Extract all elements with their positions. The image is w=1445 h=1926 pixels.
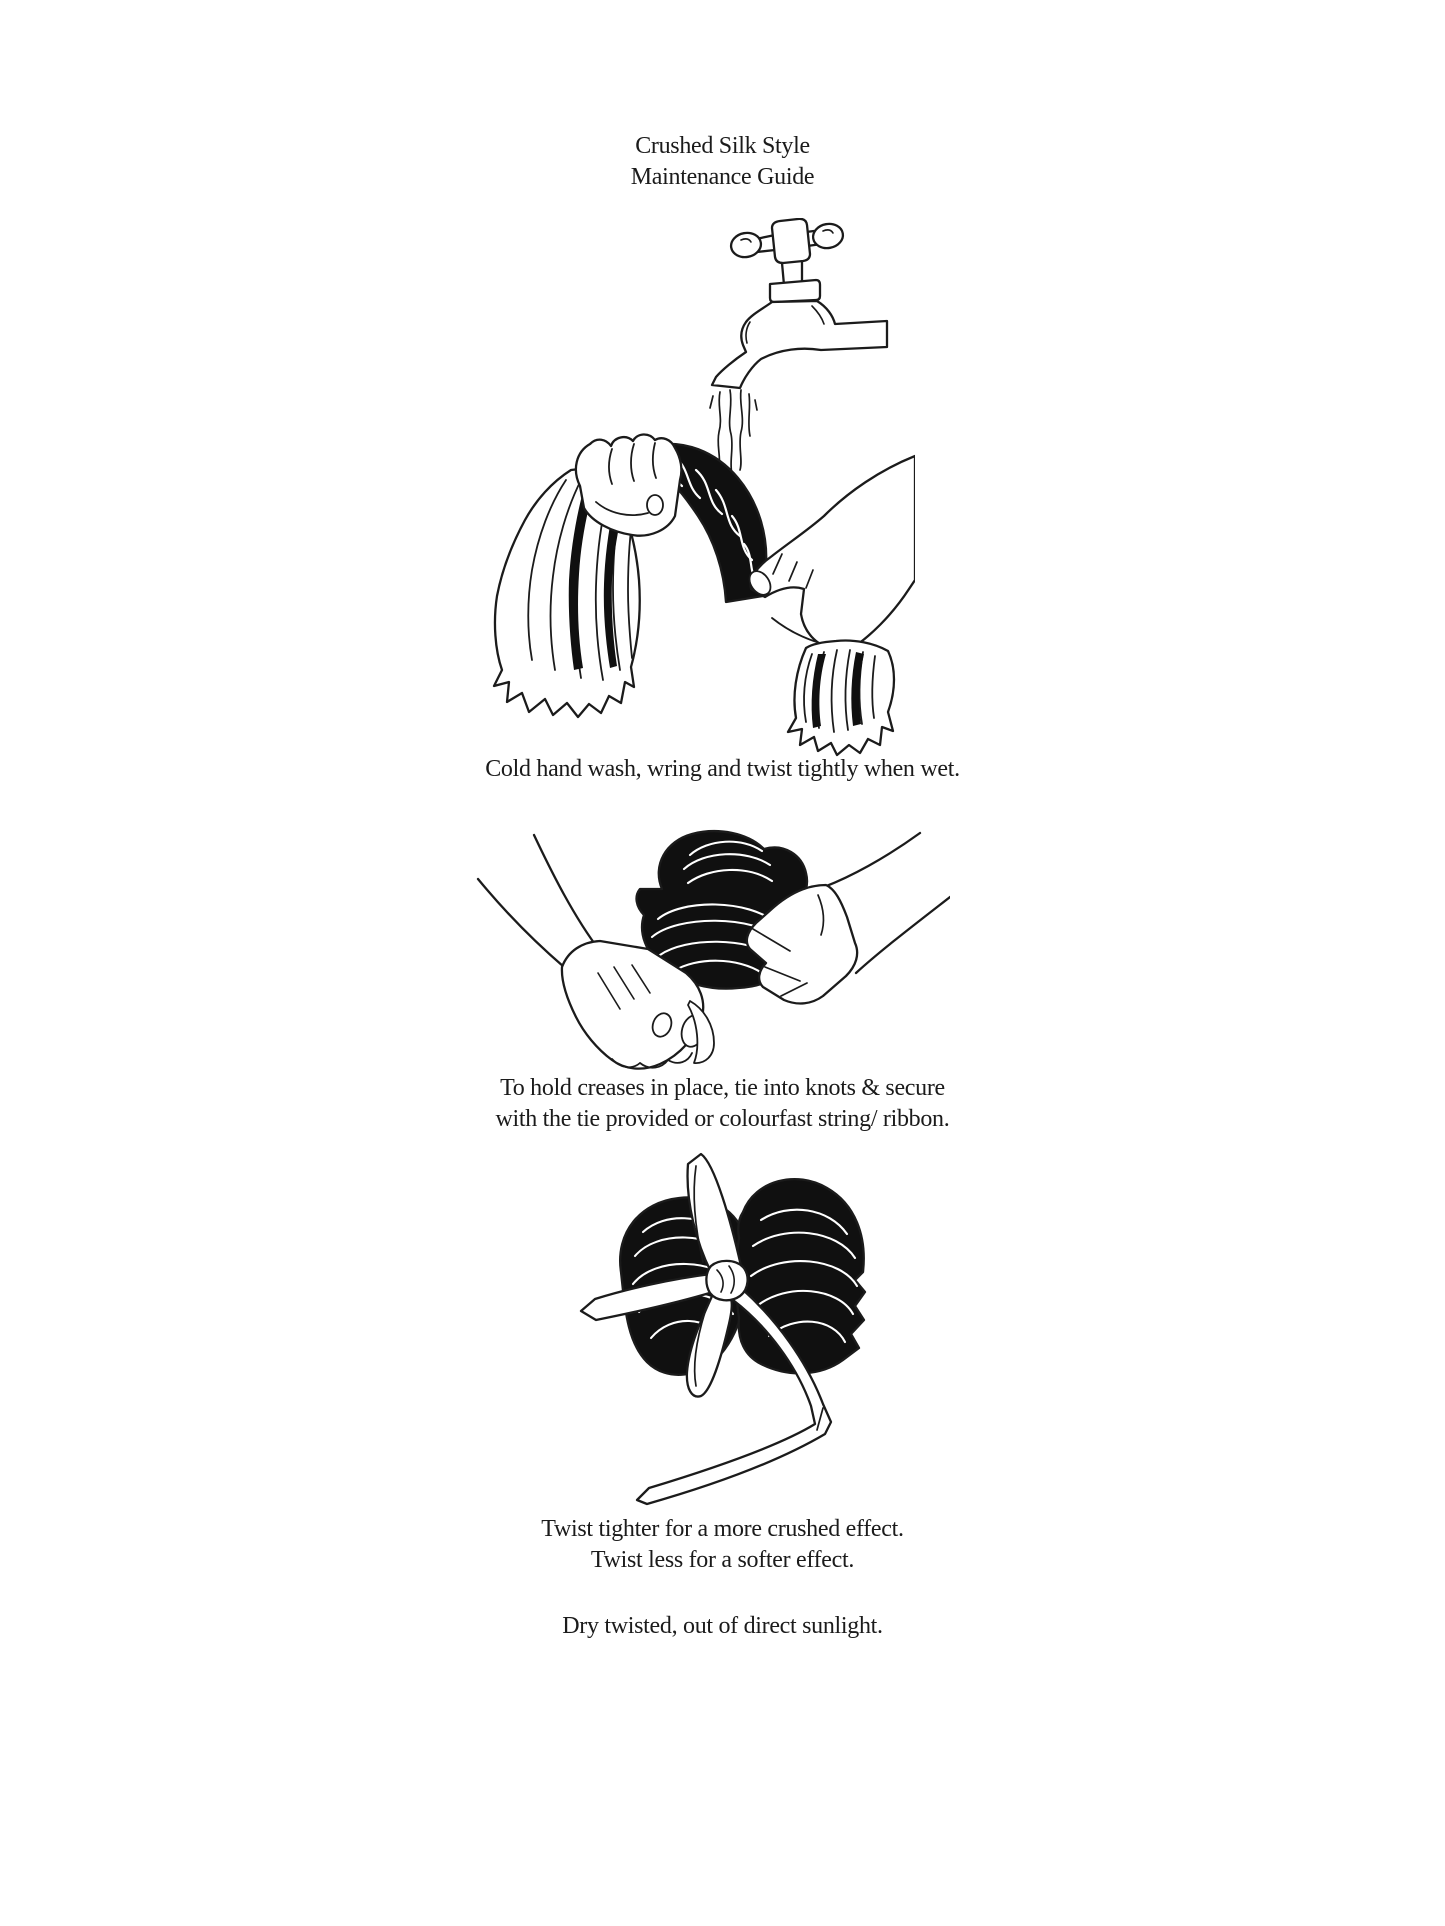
hand-wash-illustration [450, 218, 915, 763]
ribbon-knot-drawing [706, 1261, 747, 1300]
tie-step-caption-line1: To hold creases in place, tie into knots & secure [500, 1075, 945, 1101]
twist-step-caption-line1: Twist tighter for a more crushed effect. [541, 1516, 904, 1542]
page-title-line2: Maintenance Guide [630, 164, 815, 190]
tie-knots-illustration [450, 825, 950, 1070]
wrung-silk-bundle-drawing [788, 640, 894, 755]
right-forearm-hand-drawing [745, 456, 915, 651]
ribbon-tied-bundle-illustration [555, 1150, 870, 1510]
twist-step-caption-line2: Twist less for a softer effect. [590, 1547, 855, 1573]
page-title-line1: Crushed Silk Style [635, 133, 810, 159]
tap-drawing [712, 219, 887, 388]
tie-step-caption-line2: with the tie provided or colourfast string/ ribbon. [495, 1106, 950, 1132]
drying-note: Dry twisted, out of direct sunlight. [562, 1613, 883, 1639]
right-silk-lobe-drawing [736, 1179, 865, 1373]
wash-step-caption: Cold hand wash, wring and twist tightly when wet. [485, 756, 960, 782]
